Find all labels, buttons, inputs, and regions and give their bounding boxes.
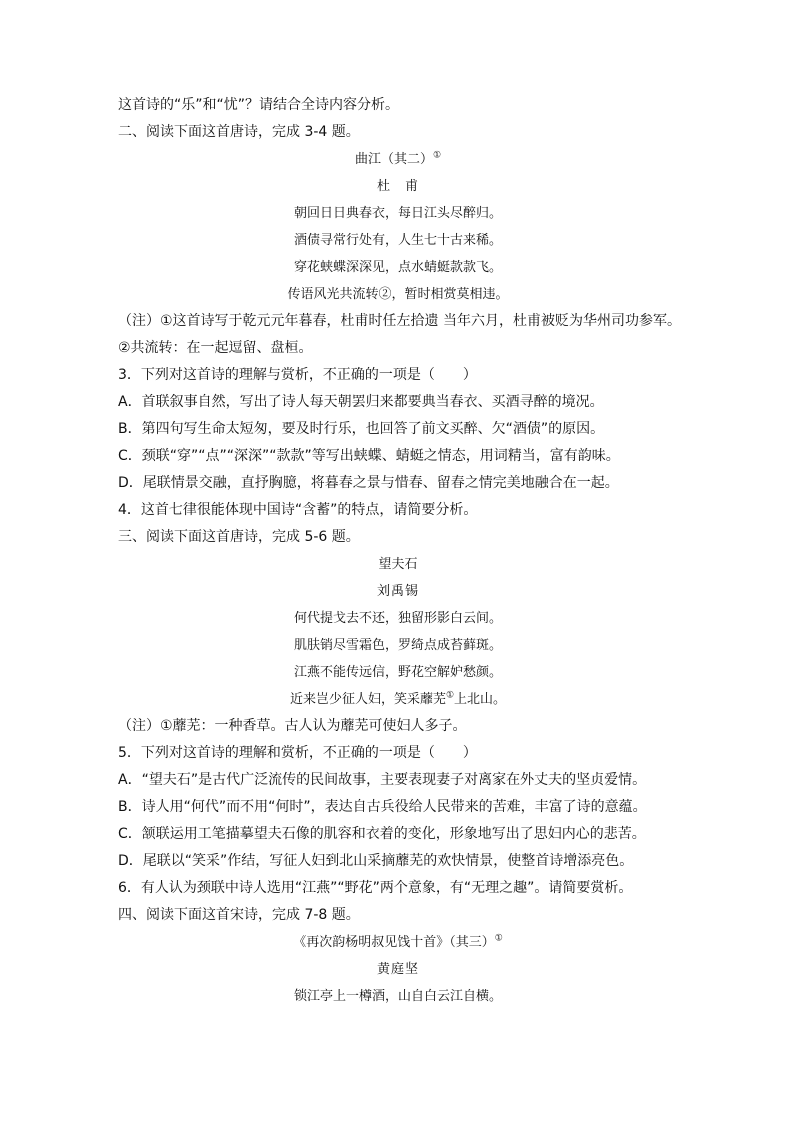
question-4: 4．这首七律很能体现中国诗“含蓄”的特点，请简要分析。 — [118, 502, 478, 518]
poem-author-huangtingjian: 黄庭坚 — [376, 962, 419, 977]
note-line: ②共流转：在一起逗留、盘桓。 — [118, 340, 313, 356]
question-continuation: 这首诗的“乐”和“忧”？请结合全诗内容分析。 — [118, 97, 400, 113]
question-3: 3．下列对这首诗的理解与赏析，不正确的一项是（ ） — [118, 367, 477, 383]
note-line: （注）①蘼芜：一种香草。古人认为蘼芜可使妇人多子。 — [118, 718, 467, 734]
poem-line: 传语风光共流转②，暂时相赏莫相违。 — [287, 287, 509, 302]
exam-content — [118, 92, 681, 1010]
option-3d: D．尾联情景交融，直抒胸臆，将暮春之景与惜春、留春之情完美地融合在一起。 — [118, 475, 619, 491]
poem-title-wangfushi: 望夫石 — [378, 557, 418, 572]
option-3b: B．第四句写生命太短匆，要及时行乐，也回答了前文买醉、欠“酒债”的原因。 — [118, 421, 605, 437]
poem-line: 江燕不能传远信，野花空解妒愁颜。 — [293, 665, 502, 680]
section-heading-2: 二、阅读下面这首唐诗，完成 3-4 题。 — [118, 124, 360, 140]
footnote-marker: ① — [445, 690, 455, 701]
section-heading-3: 三、阅读下面这首唐诗，完成 5-6 题。 — [118, 529, 360, 545]
poem-author-liuyuxi: 刘禹锡 — [376, 584, 419, 599]
footnote-marker: ① — [432, 150, 442, 161]
poem-line: 何代提戈去不还，独留形影白云间。 — [293, 611, 502, 626]
poem-title-qujiang: 曲江（其二）① — [354, 150, 442, 167]
poem-title-huangtingjian: 《再次韵杨明叔见饯十首》（其三）① — [293, 933, 503, 950]
option-5c: C．颔联运用工笔描摹望夫石像的肌容和衣着的变化，形象地写出了思妇内心的悲苦。 — [118, 826, 646, 842]
question-6: 6．有人认为颈联中诗人选用“江燕”“野花”两个意象，有“无理之趣”。请简要赏析。 — [118, 880, 633, 896]
poem-author-dufu: 杜 甫 — [376, 179, 419, 194]
option-3c: C．颈联“穿”“点”“深深”“款款”等写出蛱蝶、蜻蜓之情态，用词精当，富有韵味。 — [118, 448, 620, 464]
question-5: 5．下列对这首诗的理解和赏析，不正确的一项是（ ） — [118, 745, 477, 761]
poem-line: 锁江亭上一樽酒，山自白云江自横。 — [293, 989, 502, 1004]
poem-line: 酒债寻常行处有，人生七十古来稀。 — [293, 233, 502, 248]
poem-line: 近来岂少征人妇，笑采蘼芜①上北山。 — [289, 690, 507, 707]
footnote-marker: ① — [494, 933, 503, 944]
option-3a: A．首联叙事自然，写出了诗人每天朝罢归来都要典当春衣、买酒寻醉的境况。 — [118, 394, 604, 410]
option-5a: A．“望夫石”是古代广泛流传的民间故事，主要表现妻子对离家在外丈夫的坚贞爱情。 — [118, 772, 647, 788]
poem-line: 朝回日日典春衣，每日江头尽醉归。 — [293, 206, 502, 221]
section-heading-4: 四、阅读下面这首宋诗，完成 7-8 题。 — [118, 907, 360, 923]
option-5b: B．诗人用“何代”而不用“何时”，表达自古兵役给人民带来的苦难，丰富了诗的意蕴。 — [118, 799, 647, 815]
poem-line: 穿花蛱蝶深深见，点水蜻蜓款款飞。 — [293, 260, 502, 275]
poem-line: 肌肤销尽雪霜色，罗绮点成苔藓斑。 — [293, 638, 502, 653]
note-line: （注）①这首诗写于乾元元年暮春，杜甫时任左拾遗 当年六月，杜甫被贬为华州司功参军。 — [118, 313, 681, 329]
footnote-marker: ② — [378, 287, 392, 302]
option-5d: D．尾联以“笑采”作结，写征人妇到北山采摘蘼芜的欢快情景，使整首诗增添亮色。 — [118, 853, 634, 869]
